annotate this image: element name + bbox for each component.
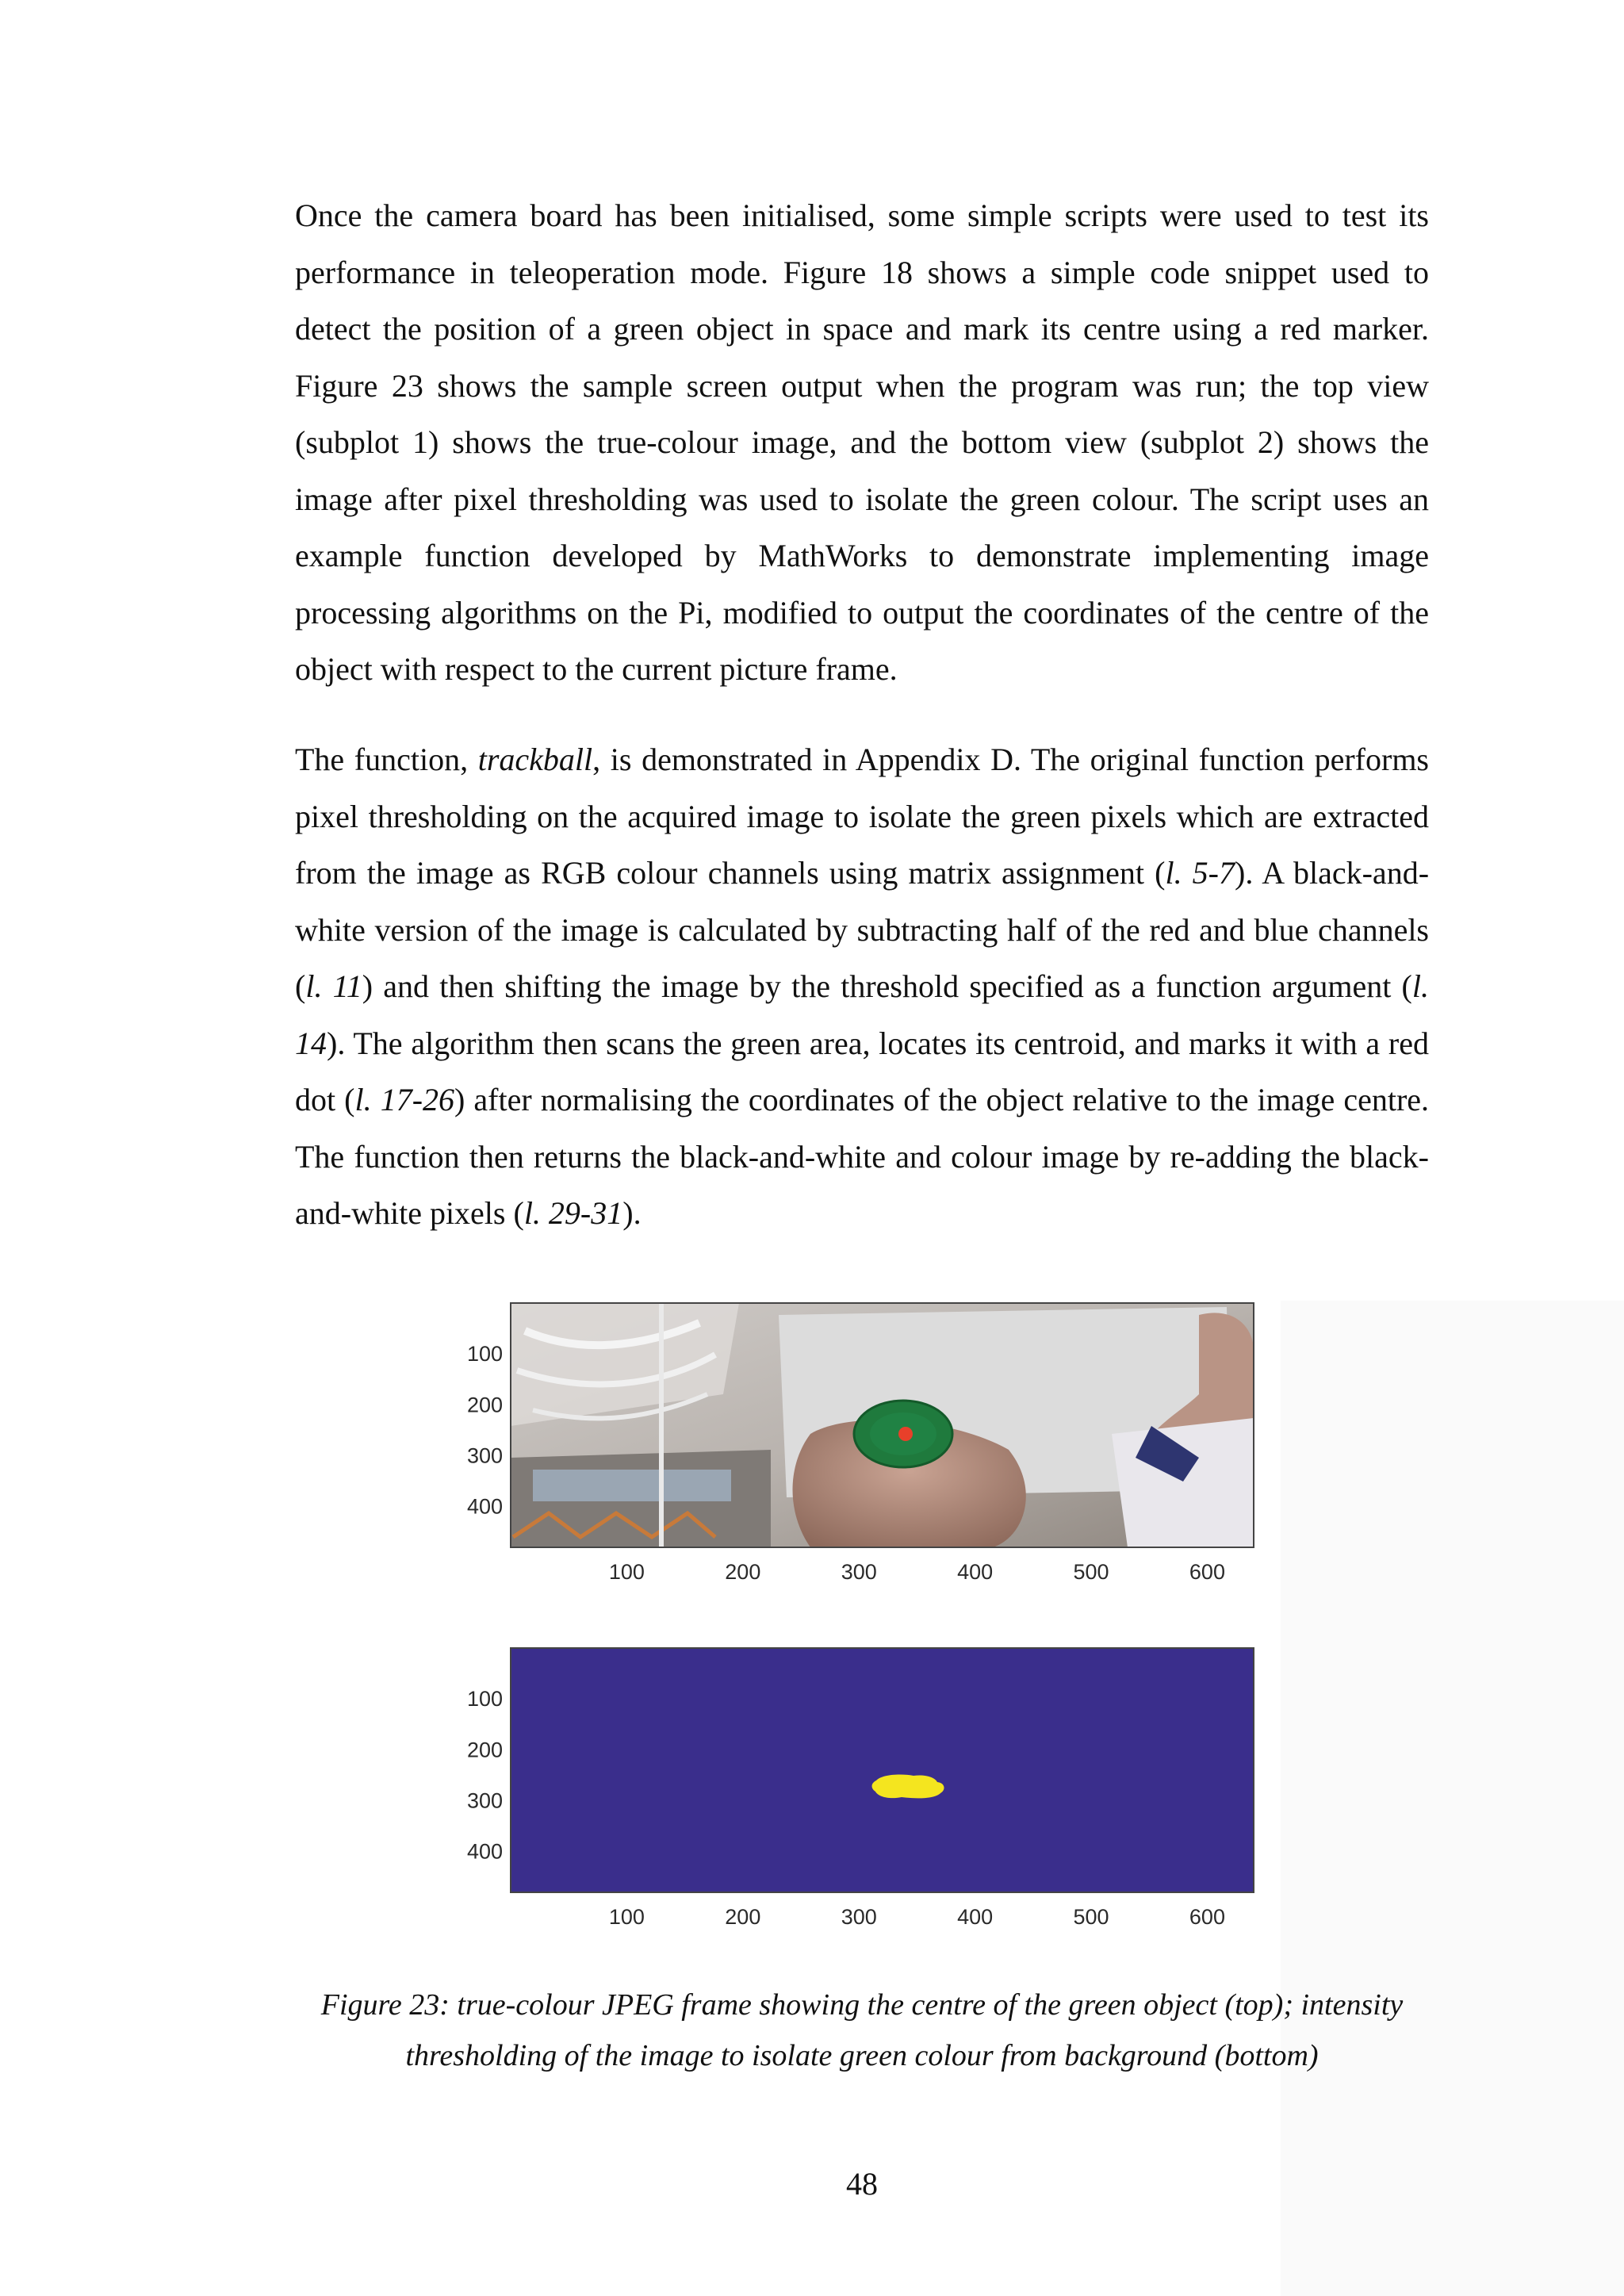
line-ref-1: l. 5-7 (1165, 855, 1235, 891)
threshold-background (511, 1648, 1254, 1892)
true-colour-frame (438, 1299, 1270, 1593)
line-ref-3: l. 14 (295, 968, 1430, 1061)
page-shade (1281, 1301, 1624, 2296)
top-x-tick-label: 500 (1073, 1560, 1109, 1584)
paragraph-2-text (295, 731, 1429, 1242)
figure-caption (238, 1980, 1486, 2081)
paragraph-1 (295, 187, 1429, 698)
bottom-x-tick-label: 400 (957, 1905, 994, 1929)
p2-seg-7: ). (622, 1195, 642, 1231)
top-y-tick-label: 100 (466, 1342, 503, 1366)
line-ref-4: l. 17-26 (354, 1082, 455, 1117)
top-x-tick-label: 200 (725, 1560, 761, 1584)
top-y-tick-label: 200 (466, 1393, 503, 1417)
bottom-x-tick-label: 200 (725, 1905, 761, 1929)
paragraph-2 (295, 731, 1429, 1242)
p2-seg-6: ) after normalising the coordinates of the object relative to the image centre. The function then returns the black-and-white and colour image by re-adding the black-and-white pixels ( (295, 1082, 1430, 1231)
function-name: trackball (477, 742, 593, 777)
p2-seg-2: , is demonstrated in Appendix D. The original function performs pixel thresholding on the acquired image to isolate the green pixels which are extracted from the image as RGB colour channels using matrix assignment ( (295, 742, 1429, 891)
caption-line-2: thresholding of the image to isolate green colour from background (bottom) (405, 2039, 1319, 2072)
top-x-tick-label: 300 (841, 1560, 877, 1584)
bottom-x-tick-label: 500 (1073, 1905, 1109, 1929)
top-x-tick-label: 600 (1189, 1560, 1225, 1584)
figure-top-plot (438, 1299, 1270, 1593)
bottom-y-tick-label: 100 (466, 1687, 503, 1711)
bottom-y-tick-label: 300 (466, 1788, 503, 1813)
bottom-x-tick-label: 600 (1189, 1905, 1225, 1929)
paragraph-1-text: Once the camera board has been initialised, some simple scripts were used to test its performance in teleoperation mode. Figure 18 shows a simple code snippet used to detect the position of a green object in space and mark its centre using a red marker. Figure 23 shows the sample screen output when the program was run; the top view (subplot 1) shows the true-colour image, and the bottom view (subplot 2) shows the image after pixel thresholding was used to isolate the green colour. The script uses an example function developed by MathWorks to demonstrate implementing image processing algorithms on the Pi, modified to output the coordinates of the centre of the object with respect to the current picture frame. (295, 197, 1429, 687)
caption-line-1: Figure 23: true-colour JPEG frame showing the centre of the green object (top); intensity (320, 1988, 1404, 2022)
p2-seg-3: ). A black-and-white version of the image is calculated by subtracting half of the red and blue channels ( (295, 855, 1430, 1004)
threshold-frame (438, 1644, 1270, 1938)
centre-marker (898, 1427, 913, 1441)
p2-seg-5: ). The algorithm then scans the green area, locates its centroid, and marks it with a red dot ( (295, 1025, 1429, 1117)
bottom-y-tick-label: 200 (466, 1738, 503, 1762)
top-y-tick-label: 300 (466, 1443, 503, 1468)
line-ref-2: l. 11 (305, 968, 362, 1004)
bottom-y-tick-label: 400 (466, 1839, 503, 1864)
top-x-tick-label: 100 (608, 1560, 645, 1584)
bottom-x-tick-label: 300 (841, 1905, 877, 1929)
p2-seg-4: ) and then shifting the image by the threshold specified as a function argument ( (362, 968, 1412, 1004)
top-y-tick-label: 400 (466, 1494, 503, 1519)
figure-bottom-plot (438, 1644, 1270, 1938)
bottom-x-tick-label: 100 (608, 1905, 645, 1929)
p2-seg-1: The function, (295, 742, 478, 777)
page-number: 48 (846, 2166, 878, 2202)
line-ref-5: l. 29-31 (523, 1195, 623, 1231)
camera-image (511, 1303, 1254, 1547)
top-x-tick-label: 400 (957, 1560, 994, 1584)
